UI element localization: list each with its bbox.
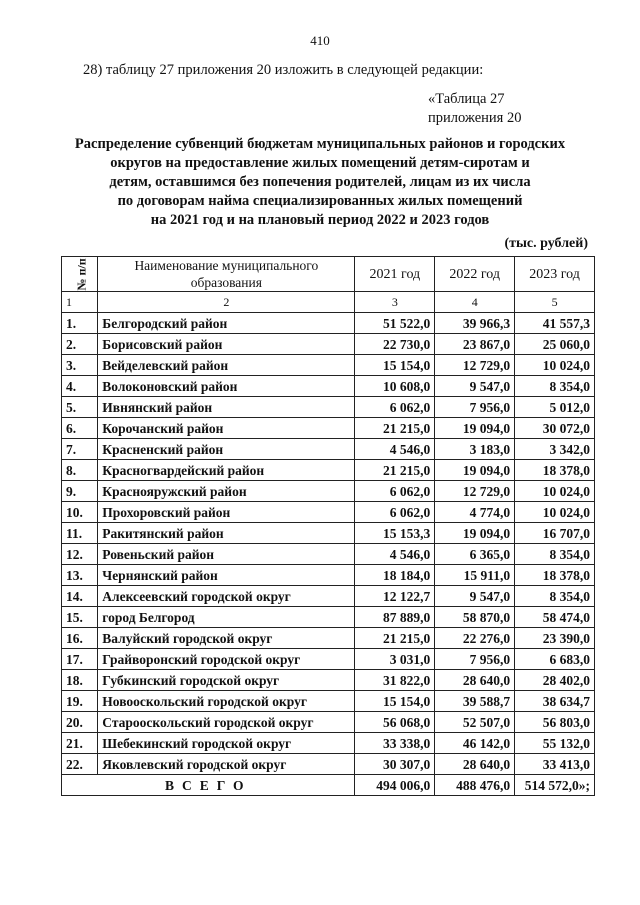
total-2021: 494 006,0 xyxy=(355,775,435,796)
table-row xyxy=(62,355,595,376)
value-2022: 3 183,0 xyxy=(435,439,515,460)
value-2023: 18 378,0 xyxy=(515,460,595,481)
value-2022: 39 966,3 xyxy=(435,313,515,334)
row-name: Ивнянский район xyxy=(98,397,355,418)
column-index-row xyxy=(62,292,595,313)
row-number: 1. xyxy=(62,313,98,334)
value-2021: 31 822,0 xyxy=(355,670,435,691)
total-2022: 488 476,0 xyxy=(435,775,515,796)
row-number: 18. xyxy=(62,670,98,691)
value-2022: 6 365,0 xyxy=(435,544,515,565)
document-title xyxy=(40,135,600,230)
intro-text: 28) таблицу 27 приложения 20 изложить в следующей редакции: xyxy=(83,62,484,78)
value-2023: 55 132,0 xyxy=(515,733,595,754)
total-label: ВСЕГО xyxy=(62,775,355,796)
value-2021: 6 062,0 xyxy=(355,481,435,502)
value-2023: 58 474,0 xyxy=(515,607,595,628)
value-2022: 12 729,0 xyxy=(435,481,515,502)
value-2022: 52 507,0 xyxy=(435,712,515,733)
value-2022: 46 142,0 xyxy=(435,733,515,754)
value-2023: 33 413,0 xyxy=(515,754,595,775)
column-index: 2 xyxy=(98,292,355,313)
value-2022: 19 094,0 xyxy=(435,418,515,439)
table-row xyxy=(62,481,595,502)
row-number: 2. xyxy=(62,334,98,355)
table-row xyxy=(62,586,595,607)
value-2022: 9 547,0 xyxy=(435,586,515,607)
row-name: Новооскольский городской округ xyxy=(98,691,355,712)
value-2022: 7 956,0 xyxy=(435,397,515,418)
value-2023: 5 012,0 xyxy=(515,397,595,418)
row-number: 20. xyxy=(62,712,98,733)
value-2021: 4 546,0 xyxy=(355,439,435,460)
value-2021: 15 153,3 xyxy=(355,523,435,544)
row-number: 15. xyxy=(62,607,98,628)
row-number: 10. xyxy=(62,502,98,523)
value-2021: 33 338,0 xyxy=(355,733,435,754)
value-2021: 15 154,0 xyxy=(355,691,435,712)
value-2022: 28 640,0 xyxy=(435,754,515,775)
table-row xyxy=(62,754,595,775)
total-row xyxy=(62,775,595,796)
value-2021: 56 068,0 xyxy=(355,712,435,733)
value-2022: 39 588,7 xyxy=(435,691,515,712)
value-2021: 87 889,0 xyxy=(355,607,435,628)
table-row xyxy=(62,418,595,439)
title-line: детям, оставшимся без попечения родителей, лицам из их числа xyxy=(109,174,531,190)
value-2021: 15 154,0 xyxy=(355,355,435,376)
row-name: Губкинский городской округ xyxy=(98,670,355,691)
table-row xyxy=(62,439,595,460)
value-2022: 19 094,0 xyxy=(435,523,515,544)
header-2022: 2022 год xyxy=(435,257,515,292)
row-number: 7. xyxy=(62,439,98,460)
row-name: Алексеевский городской округ xyxy=(98,586,355,607)
table-row xyxy=(62,649,595,670)
value-2022: 58 870,0 xyxy=(435,607,515,628)
row-name: Ракитянский район xyxy=(98,523,355,544)
value-2021: 30 307,0 xyxy=(355,754,435,775)
value-2023: 30 072,0 xyxy=(515,418,595,439)
value-2022: 19 094,0 xyxy=(435,460,515,481)
value-2021: 22 730,0 xyxy=(355,334,435,355)
value-2021: 51 522,0 xyxy=(355,313,435,334)
row-number: 14. xyxy=(62,586,98,607)
column-index: 3 xyxy=(355,292,435,313)
value-2021: 18 184,0 xyxy=(355,565,435,586)
value-2023: 23 390,0 xyxy=(515,628,595,649)
table-row xyxy=(62,523,595,544)
row-name: Красненский район xyxy=(98,439,355,460)
row-name: Волоконовский район xyxy=(98,376,355,397)
column-index: 5 xyxy=(515,292,595,313)
value-2022: 4 774,0 xyxy=(435,502,515,523)
value-2023: 38 634,7 xyxy=(515,691,595,712)
value-2022: 9 547,0 xyxy=(435,376,515,397)
row-name: Корочанский район xyxy=(98,418,355,439)
value-2021: 12 122,7 xyxy=(355,586,435,607)
row-name: Чернянский район xyxy=(98,565,355,586)
table-header-row xyxy=(62,257,595,292)
title-line: округов на предоставление жилых помещений детям-сиротам и xyxy=(110,155,530,171)
total-2023: 514 572,0»; xyxy=(515,775,595,796)
table-row xyxy=(62,334,595,355)
value-2022: 28 640,0 xyxy=(435,670,515,691)
value-2023: 8 354,0 xyxy=(515,586,595,607)
row-name: город Белгород xyxy=(98,607,355,628)
table-row xyxy=(62,607,595,628)
row-name: Борисовский район xyxy=(98,334,355,355)
row-number: 8. xyxy=(62,460,98,481)
value-2023: 56 803,0 xyxy=(515,712,595,733)
value-2021: 6 062,0 xyxy=(355,502,435,523)
row-name: Яковлевский городской округ xyxy=(98,754,355,775)
page-number: 410 xyxy=(310,33,330,48)
value-2023: 3 342,0 xyxy=(515,439,595,460)
row-number: 22. xyxy=(62,754,98,775)
table-row xyxy=(62,670,595,691)
row-number: 5. xyxy=(62,397,98,418)
header-num: № п/п xyxy=(62,257,98,292)
row-number: 17. xyxy=(62,649,98,670)
table-reference-line1: «Таблица 27 xyxy=(428,91,505,107)
row-number: 12. xyxy=(62,544,98,565)
value-2021: 21 215,0 xyxy=(355,418,435,439)
value-2023: 18 378,0 xyxy=(515,565,595,586)
row-number: 9. xyxy=(62,481,98,502)
value-2021: 21 215,0 xyxy=(355,628,435,649)
row-number: 13. xyxy=(62,565,98,586)
value-2021: 3 031,0 xyxy=(355,649,435,670)
title-line: на 2021 год и на плановый период 2022 и 2023 годов xyxy=(150,212,490,228)
value-2021: 4 546,0 xyxy=(355,544,435,565)
value-2023: 10 024,0 xyxy=(515,502,595,523)
row-name: Грайворонский городской округ xyxy=(98,649,355,670)
table-row xyxy=(62,502,595,523)
table-row xyxy=(62,544,595,565)
row-number: 11. xyxy=(62,523,98,544)
table-row xyxy=(62,460,595,481)
header-2021: 2021 год xyxy=(355,257,435,292)
column-index: 4 xyxy=(435,292,515,313)
table-row xyxy=(62,376,595,397)
table-reference xyxy=(428,90,521,128)
value-2023: 10 024,0 xyxy=(515,355,595,376)
value-2023: 28 402,0 xyxy=(515,670,595,691)
value-2023: 16 707,0 xyxy=(515,523,595,544)
value-2023: 41 557,3 xyxy=(515,313,595,334)
table-row xyxy=(62,733,595,754)
units-label: (тыс. рублей) xyxy=(504,236,588,251)
table-row xyxy=(62,712,595,733)
row-number: 16. xyxy=(62,628,98,649)
row-name: Валуйский городской округ xyxy=(98,628,355,649)
value-2023: 8 354,0 xyxy=(515,544,595,565)
title-line: Распределение субвенций бюджетам муниципальных районов и городских xyxy=(74,136,566,152)
row-name: Краснояружский район xyxy=(98,481,355,502)
row-name: Ровеньский район xyxy=(98,544,355,565)
value-2021: 6 062,0 xyxy=(355,397,435,418)
row-number: 4. xyxy=(62,376,98,397)
value-2022: 22 276,0 xyxy=(435,628,515,649)
header-name: Наименование муниципального образования xyxy=(98,257,355,292)
value-2021: 10 608,0 xyxy=(355,376,435,397)
column-index: 1 xyxy=(62,292,98,313)
value-2021: 21 215,0 xyxy=(355,460,435,481)
row-name: Красногвардейский район xyxy=(98,460,355,481)
value-2023: 6 683,0 xyxy=(515,649,595,670)
row-name: Прохоровский район xyxy=(98,502,355,523)
row-number: 21. xyxy=(62,733,98,754)
header-2023: 2023 год xyxy=(515,257,595,292)
row-number: 19. xyxy=(62,691,98,712)
row-number: 6. xyxy=(62,418,98,439)
value-2023: 25 060,0 xyxy=(515,334,595,355)
table-row xyxy=(62,565,595,586)
row-name: Шебекинский городской округ xyxy=(98,733,355,754)
row-name: Белгородский район xyxy=(98,313,355,334)
subvention-table xyxy=(61,256,595,796)
row-name: Вейделевский район xyxy=(98,355,355,376)
title-line: по договорам найма специализированных жилых помещений xyxy=(117,193,523,209)
table-row xyxy=(62,691,595,712)
value-2023: 10 024,0 xyxy=(515,481,595,502)
table-row xyxy=(62,628,595,649)
table-row xyxy=(62,313,595,334)
value-2022: 23 867,0 xyxy=(435,334,515,355)
value-2023: 8 354,0 xyxy=(515,376,595,397)
row-name: Старооскольский городской округ xyxy=(98,712,355,733)
value-2022: 12 729,0 xyxy=(435,355,515,376)
table-row xyxy=(62,397,595,418)
value-2022: 15 911,0 xyxy=(435,565,515,586)
value-2022: 7 956,0 xyxy=(435,649,515,670)
table-reference-line2: приложения 20 xyxy=(428,110,522,126)
row-number: 3. xyxy=(62,355,98,376)
